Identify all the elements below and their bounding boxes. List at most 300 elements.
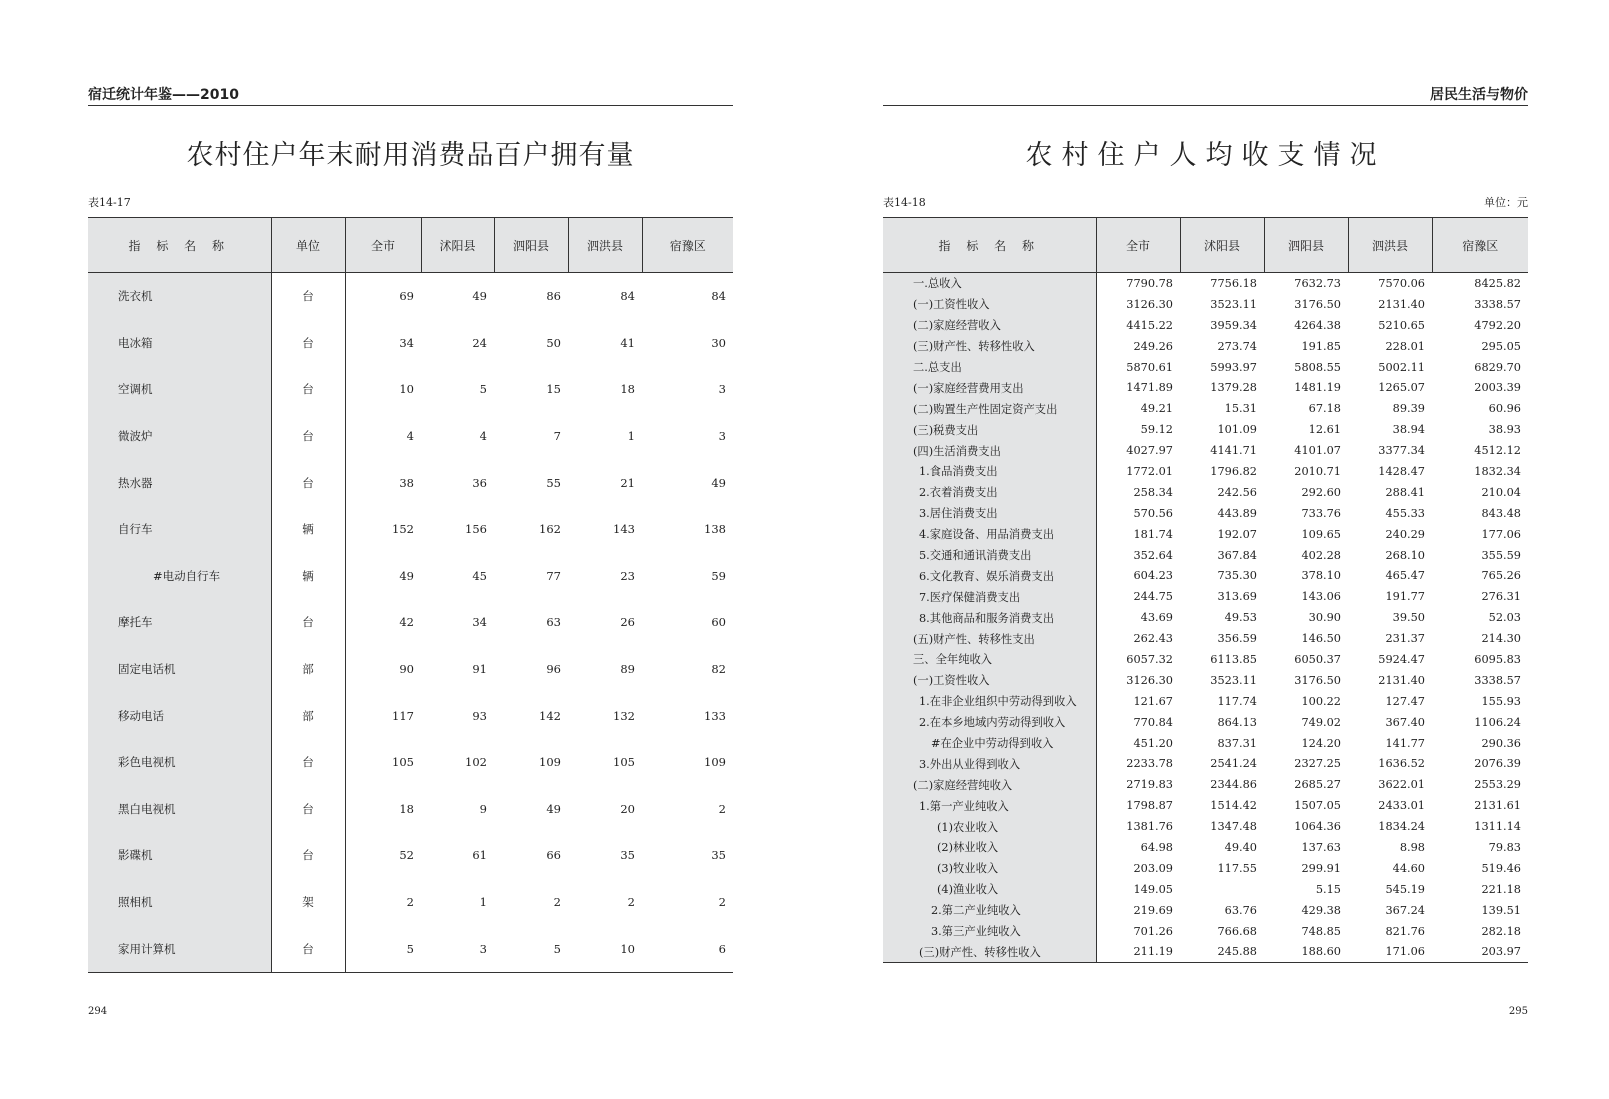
value-cell: 12.61 bbox=[1308, 423, 1341, 437]
value-cell: 66 bbox=[546, 848, 561, 863]
value-cell: 765.26 bbox=[1481, 569, 1521, 583]
value-cell: 5 bbox=[479, 382, 487, 397]
value-cell: 1798.87 bbox=[1096, 795, 1180, 816]
row-label: 洗衣机 bbox=[88, 273, 271, 320]
value-cell: 101.09 bbox=[1217, 423, 1257, 437]
value-cell: 152 bbox=[345, 506, 421, 553]
value-cell: 221.18 bbox=[1481, 882, 1521, 896]
value-cell: 84 bbox=[711, 289, 726, 304]
value-cell: 7 bbox=[553, 429, 561, 444]
table-row bbox=[883, 294, 1528, 315]
table-row bbox=[883, 795, 1528, 816]
value-cell: 733.76 bbox=[1301, 506, 1341, 520]
value-cell: 402.28 bbox=[1301, 548, 1341, 562]
running-head bbox=[883, 84, 1528, 106]
value-cell: 109 bbox=[704, 755, 726, 770]
table-row bbox=[883, 273, 1528, 294]
value-cell: 49 bbox=[345, 553, 421, 600]
value-cell: 139.51 bbox=[1481, 903, 1521, 917]
value-cell: 35 bbox=[711, 848, 726, 863]
value-cell: 288.41 bbox=[1385, 485, 1425, 499]
column-header: 泗阳县 bbox=[1264, 218, 1348, 273]
value-cell: 3 bbox=[718, 382, 726, 397]
value-cell: 4141.71 bbox=[1210, 444, 1257, 458]
table-row bbox=[883, 503, 1528, 524]
value-cell: 141.77 bbox=[1385, 736, 1425, 750]
value-cell: 5002.11 bbox=[1378, 360, 1425, 374]
value-cell: 355.59 bbox=[1481, 548, 1521, 562]
value-cell: 2344.86 bbox=[1210, 778, 1257, 792]
running-head bbox=[88, 84, 733, 106]
value-cell: 109 bbox=[539, 755, 561, 770]
value-cell: 211.19 bbox=[1096, 942, 1180, 963]
unit-cell: 台 bbox=[271, 925, 345, 972]
row-label: (一)工资性收入 bbox=[883, 294, 1096, 315]
value-cell: 273.74 bbox=[1217, 339, 1257, 353]
value-cell: 1832.34 bbox=[1474, 464, 1521, 478]
value-cell: 1834.24 bbox=[1378, 820, 1425, 834]
value-cell: 5808.55 bbox=[1294, 360, 1341, 374]
row-label: (一)家庭经营费用支出 bbox=[883, 377, 1096, 398]
value-cell: 219.69 bbox=[1096, 900, 1180, 921]
value-cell: 6113.85 bbox=[1210, 652, 1257, 666]
value-cell: 93 bbox=[472, 708, 487, 723]
value-cell: 188.60 bbox=[1301, 945, 1341, 959]
row-label: 3.第三产业纯收入 bbox=[883, 921, 1096, 942]
value-cell: 34 bbox=[472, 615, 487, 630]
value-cell: 2 bbox=[553, 895, 561, 910]
row-label: (3)牧业收入 bbox=[883, 858, 1096, 879]
row-label: 2.在本乡地域内劳动得到收入 bbox=[883, 712, 1096, 733]
value-cell bbox=[1180, 879, 1264, 900]
row-label: #电动自行车 bbox=[88, 553, 271, 600]
value-cell: 21 bbox=[620, 475, 635, 490]
value-cell: 102 bbox=[465, 755, 487, 770]
running-head-text: 宿迁统计年鉴——2010 bbox=[88, 87, 239, 103]
value-cell: 30 bbox=[711, 335, 726, 350]
row-label: 7.医疗保健消费支出 bbox=[883, 586, 1096, 607]
value-cell: 821.76 bbox=[1385, 924, 1425, 938]
unit-cell: 台 bbox=[271, 413, 345, 460]
row-label: 三、全年纯收入 bbox=[883, 649, 1096, 670]
value-cell: 268.10 bbox=[1385, 548, 1425, 562]
value-cell: 2553.29 bbox=[1474, 778, 1521, 792]
value-cell: 143.06 bbox=[1301, 590, 1341, 604]
table-row bbox=[88, 599, 733, 646]
row-label: 4.家庭设备、用品消费支出 bbox=[883, 524, 1096, 545]
page-number: 294 bbox=[88, 1006, 108, 1017]
value-cell: 4 bbox=[479, 429, 487, 444]
value-cell: 1636.52 bbox=[1378, 757, 1425, 771]
value-cell: 1379.28 bbox=[1210, 381, 1257, 395]
value-cell: 299.91 bbox=[1301, 861, 1341, 875]
table-row bbox=[88, 413, 733, 460]
value-cell: 4415.22 bbox=[1096, 315, 1180, 336]
value-cell: 6829.70 bbox=[1474, 360, 1521, 374]
value-cell: 290.36 bbox=[1481, 736, 1521, 750]
table-row bbox=[883, 398, 1528, 419]
row-label: 摩托车 bbox=[88, 599, 271, 646]
value-cell: 49.21 bbox=[1096, 398, 1180, 419]
value-cell: 10 bbox=[345, 366, 421, 413]
table-row bbox=[883, 628, 1528, 649]
row-label: 黑白电视机 bbox=[88, 786, 271, 833]
value-cell: 44.60 bbox=[1392, 861, 1425, 875]
value-cell: 89 bbox=[620, 662, 635, 677]
table-row bbox=[88, 692, 733, 739]
value-cell: 7790.78 bbox=[1096, 273, 1180, 294]
value-cell: 244.75 bbox=[1096, 586, 1180, 607]
row-label: (4)渔业收入 bbox=[883, 879, 1096, 900]
value-cell: 7632.73 bbox=[1294, 276, 1341, 290]
value-cell: 2327.25 bbox=[1294, 757, 1341, 771]
value-cell: 356.59 bbox=[1217, 632, 1257, 646]
value-cell: 203.09 bbox=[1096, 858, 1180, 879]
value-cell: 24 bbox=[472, 335, 487, 350]
row-label: 2.第二产业纯收入 bbox=[883, 900, 1096, 921]
unit-cell: 部 bbox=[271, 646, 345, 693]
value-cell: 55 bbox=[546, 475, 561, 490]
value-cell: 1265.07 bbox=[1378, 381, 1425, 395]
value-cell: 1347.48 bbox=[1210, 820, 1257, 834]
row-label: 5.交通和通讯消费支出 bbox=[883, 545, 1096, 566]
table-row bbox=[88, 879, 733, 926]
value-cell: 42 bbox=[345, 599, 421, 646]
value-cell: 3622.01 bbox=[1378, 778, 1425, 792]
table-row bbox=[883, 461, 1528, 482]
value-cell: 367.24 bbox=[1385, 903, 1425, 917]
value-cell: 149.05 bbox=[1096, 879, 1180, 900]
table-row bbox=[883, 900, 1528, 921]
value-cell: 124.20 bbox=[1301, 736, 1341, 750]
value-cell: 38.93 bbox=[1488, 423, 1521, 437]
row-label: (三)财产性、转移性收入 bbox=[883, 336, 1096, 357]
value-cell: 864.13 bbox=[1217, 715, 1257, 729]
row-label: 1.在非企业组织中劳动得到收入 bbox=[883, 691, 1096, 712]
column-header: 宿豫区 bbox=[642, 218, 733, 273]
value-cell: 3523.11 bbox=[1210, 673, 1257, 687]
table-row bbox=[883, 524, 1528, 545]
value-cell: 50 bbox=[546, 335, 561, 350]
column-header: 全市 bbox=[1096, 218, 1180, 273]
value-cell: 41 bbox=[620, 335, 635, 350]
value-cell: 69 bbox=[345, 273, 421, 320]
table-row bbox=[883, 482, 1528, 503]
value-cell: 465.47 bbox=[1385, 569, 1425, 583]
table-row bbox=[883, 837, 1528, 858]
value-cell: 60.96 bbox=[1488, 402, 1521, 416]
value-cell: 2 bbox=[718, 895, 726, 910]
table-row bbox=[883, 733, 1528, 754]
unit-cell: 台 bbox=[271, 832, 345, 879]
value-cell: 3377.34 bbox=[1378, 444, 1425, 458]
row-label: 8.其他商品和服务消费支出 bbox=[883, 607, 1096, 628]
column-header: 宿豫区 bbox=[1432, 218, 1528, 273]
table-row bbox=[88, 273, 733, 320]
value-cell: 282.18 bbox=[1481, 924, 1521, 938]
table-row bbox=[88, 506, 733, 553]
value-cell: 2719.83 bbox=[1096, 774, 1180, 795]
unit-cell: 台 bbox=[271, 599, 345, 646]
table-row bbox=[883, 753, 1528, 774]
value-cell: 367.84 bbox=[1217, 548, 1257, 562]
value-cell: 171.06 bbox=[1385, 945, 1425, 959]
value-cell: 451.20 bbox=[1096, 733, 1180, 754]
value-cell: 26 bbox=[620, 615, 635, 630]
value-cell: 64.98 bbox=[1096, 837, 1180, 858]
unit-cell: 台 bbox=[271, 273, 345, 320]
row-label: (三)财产性、转移性收入 bbox=[883, 942, 1096, 963]
unit-cell: 台 bbox=[271, 786, 345, 833]
value-cell: 7756.18 bbox=[1210, 276, 1257, 290]
value-cell: 1 bbox=[479, 895, 487, 910]
value-cell: 49 bbox=[711, 475, 726, 490]
value-cell: 7570.06 bbox=[1378, 276, 1425, 290]
value-cell: 245.88 bbox=[1217, 945, 1257, 959]
value-cell: 2131.40 bbox=[1378, 673, 1425, 687]
row-label: 1.第一产业纯收入 bbox=[883, 795, 1096, 816]
unit-note: 单位：元 bbox=[1484, 196, 1528, 209]
value-cell: 228.01 bbox=[1385, 339, 1425, 353]
row-label: 微波炉 bbox=[88, 413, 271, 460]
table-row bbox=[883, 712, 1528, 733]
value-cell: 9 bbox=[479, 801, 487, 816]
value-cell: 18 bbox=[345, 786, 421, 833]
value-cell: 2 bbox=[345, 879, 421, 926]
table-row bbox=[88, 553, 733, 600]
value-cell: 3176.50 bbox=[1294, 673, 1341, 687]
value-cell: 292.60 bbox=[1301, 485, 1341, 499]
value-cell: 6050.37 bbox=[1294, 652, 1341, 666]
value-cell: 35 bbox=[620, 848, 635, 863]
row-label: 1.食品消费支出 bbox=[883, 461, 1096, 482]
value-cell: 117.74 bbox=[1217, 694, 1257, 708]
value-cell: 766.68 bbox=[1217, 924, 1257, 938]
value-cell: 210.04 bbox=[1481, 485, 1521, 499]
value-cell: 105 bbox=[345, 739, 421, 786]
value-cell: 249.26 bbox=[1096, 336, 1180, 357]
value-cell: 5924.47 bbox=[1378, 652, 1425, 666]
value-cell: 214.30 bbox=[1481, 632, 1521, 646]
table-row bbox=[88, 320, 733, 367]
value-cell: 429.38 bbox=[1301, 903, 1341, 917]
value-cell: 49.53 bbox=[1224, 611, 1257, 625]
value-cell: 18 bbox=[620, 382, 635, 397]
value-cell: 2010.71 bbox=[1294, 464, 1341, 478]
value-cell: 5 bbox=[345, 925, 421, 972]
value-cell: 735.30 bbox=[1217, 569, 1257, 583]
table-row bbox=[883, 858, 1528, 879]
table-row bbox=[883, 607, 1528, 628]
value-cell: 4264.38 bbox=[1294, 318, 1341, 332]
value-cell: 1481.19 bbox=[1294, 381, 1341, 395]
value-cell: 313.69 bbox=[1217, 590, 1257, 604]
value-cell: 10 bbox=[620, 941, 635, 956]
row-label: 自行车 bbox=[88, 506, 271, 553]
value-cell: 49.40 bbox=[1224, 840, 1257, 854]
table-number: 表14-18 bbox=[883, 196, 926, 209]
row-label: (二)购置生产性固定资产支出 bbox=[883, 398, 1096, 419]
value-cell: 4512.12 bbox=[1474, 444, 1521, 458]
table-row bbox=[88, 925, 733, 972]
value-cell: 2076.39 bbox=[1474, 757, 1521, 771]
unit-cell: 架 bbox=[271, 879, 345, 926]
value-cell: 146.50 bbox=[1301, 632, 1341, 646]
value-cell: 6057.32 bbox=[1096, 649, 1180, 670]
value-cell: 1428.47 bbox=[1378, 464, 1425, 478]
value-cell: 4 bbox=[345, 413, 421, 460]
row-label: 影碟机 bbox=[88, 832, 271, 879]
column-header: 指 标 名 称 bbox=[88, 218, 271, 273]
value-cell: 231.37 bbox=[1385, 632, 1425, 646]
row-label: (二)家庭经营纯收入 bbox=[883, 774, 1096, 795]
value-cell: 770.84 bbox=[1096, 712, 1180, 733]
income-expenditure-table bbox=[883, 217, 1528, 963]
durable-goods-table bbox=[88, 217, 733, 973]
value-cell: 4101.07 bbox=[1294, 444, 1341, 458]
table-row bbox=[883, 336, 1528, 357]
column-header: 泗阳县 bbox=[494, 218, 568, 273]
row-label: #在企业中劳动得到收入 bbox=[883, 733, 1096, 754]
value-cell: 604.23 bbox=[1096, 565, 1180, 586]
value-cell: 2 bbox=[627, 895, 635, 910]
value-cell: 191.77 bbox=[1385, 590, 1425, 604]
value-cell: 837.31 bbox=[1217, 736, 1257, 750]
table-row bbox=[883, 586, 1528, 607]
column-header: 指 标 名 称 bbox=[883, 218, 1096, 273]
value-cell: 701.26 bbox=[1096, 921, 1180, 942]
column-header: 单位 bbox=[271, 218, 345, 273]
value-cell: 4792.20 bbox=[1474, 318, 1521, 332]
table-row bbox=[883, 670, 1528, 691]
value-cell: 127.47 bbox=[1385, 694, 1425, 708]
row-label: (三)税费支出 bbox=[883, 419, 1096, 440]
value-cell: 3176.50 bbox=[1294, 297, 1341, 311]
value-cell: 1796.82 bbox=[1210, 464, 1257, 478]
value-cell: 8.98 bbox=[1399, 840, 1425, 854]
table-row bbox=[88, 832, 733, 879]
value-cell: 15.31 bbox=[1224, 402, 1257, 416]
unit-cell: 辆 bbox=[271, 553, 345, 600]
value-cell: 30.90 bbox=[1308, 611, 1341, 625]
value-cell: 137.63 bbox=[1301, 840, 1341, 854]
value-cell: 295.05 bbox=[1481, 339, 1521, 353]
value-cell: 59.12 bbox=[1096, 419, 1180, 440]
value-cell: 3338.57 bbox=[1474, 673, 1521, 687]
value-cell: 748.85 bbox=[1301, 924, 1341, 938]
value-cell: 156 bbox=[465, 522, 487, 537]
value-cell: 191.85 bbox=[1301, 339, 1341, 353]
value-cell: 6095.83 bbox=[1474, 652, 1521, 666]
value-cell: 100.22 bbox=[1301, 694, 1341, 708]
row-label: 家用计算机 bbox=[88, 925, 271, 972]
row-label: (一)工资性收入 bbox=[883, 670, 1096, 691]
value-cell: 84 bbox=[620, 289, 635, 304]
value-cell: 8425.82 bbox=[1474, 276, 1521, 290]
unit-cell: 台 bbox=[271, 459, 345, 506]
value-cell: 138 bbox=[704, 522, 726, 537]
value-cell: 90 bbox=[345, 646, 421, 693]
row-label: (1)农业收入 bbox=[883, 816, 1096, 837]
value-cell: 38 bbox=[345, 459, 421, 506]
value-cell: 3 bbox=[718, 429, 726, 444]
value-cell: 67.18 bbox=[1308, 402, 1341, 416]
table-row bbox=[883, 691, 1528, 712]
table-row bbox=[883, 921, 1528, 942]
page-title: 农村住户人均收支情况 bbox=[1025, 140, 1386, 171]
table-row bbox=[883, 816, 1528, 837]
value-cell: 34 bbox=[345, 320, 421, 367]
value-cell: 121.67 bbox=[1096, 691, 1180, 712]
row-label: 彩色电视机 bbox=[88, 739, 271, 786]
row-label: (2)林业收入 bbox=[883, 837, 1096, 858]
value-cell: 132 bbox=[613, 708, 635, 723]
value-cell: 52 bbox=[345, 832, 421, 879]
value-cell: 749.02 bbox=[1301, 715, 1341, 729]
value-cell: 86 bbox=[546, 289, 561, 304]
value-cell: 105 bbox=[613, 755, 635, 770]
row-label: 照相机 bbox=[88, 879, 271, 926]
value-cell: 1772.01 bbox=[1096, 461, 1180, 482]
value-cell: 5993.97 bbox=[1210, 360, 1257, 374]
value-cell: 60 bbox=[711, 615, 726, 630]
row-label: 3.外出从业得到收入 bbox=[883, 753, 1096, 774]
value-cell: 23 bbox=[620, 568, 635, 583]
value-cell: 3126.30 bbox=[1096, 670, 1180, 691]
value-cell: 63.76 bbox=[1224, 903, 1257, 917]
value-cell: 162 bbox=[539, 522, 561, 537]
value-cell: 15 bbox=[546, 382, 561, 397]
value-cell: 570.56 bbox=[1096, 503, 1180, 524]
value-cell: 545.19 bbox=[1385, 882, 1425, 896]
row-label: 一.总收入 bbox=[883, 273, 1096, 294]
value-cell: 1064.36 bbox=[1294, 820, 1341, 834]
table-row bbox=[88, 646, 733, 693]
unit-cell: 台 bbox=[271, 320, 345, 367]
column-header: 全市 bbox=[345, 218, 421, 273]
value-cell: 455.33 bbox=[1385, 506, 1425, 520]
value-cell: 378.10 bbox=[1301, 569, 1341, 583]
value-cell: 519.46 bbox=[1481, 861, 1521, 875]
value-cell: 1311.14 bbox=[1474, 820, 1521, 834]
page-number: 295 bbox=[1508, 1006, 1528, 1017]
table-row bbox=[883, 440, 1528, 461]
unit-cell: 台 bbox=[271, 739, 345, 786]
value-cell: 6 bbox=[718, 941, 726, 956]
row-label: 3.居住消费支出 bbox=[883, 503, 1096, 524]
value-cell: 38.94 bbox=[1392, 423, 1425, 437]
row-label: 热水器 bbox=[88, 459, 271, 506]
value-cell: 352.64 bbox=[1096, 545, 1180, 566]
value-cell: 367.40 bbox=[1385, 715, 1425, 729]
value-cell: 117 bbox=[345, 692, 421, 739]
value-cell: 3959.34 bbox=[1210, 318, 1257, 332]
value-cell: 133 bbox=[704, 708, 726, 723]
value-cell: 276.31 bbox=[1481, 590, 1521, 604]
table-row bbox=[883, 649, 1528, 670]
value-cell: 3523.11 bbox=[1210, 297, 1257, 311]
value-cell: 2131.40 bbox=[1378, 297, 1425, 311]
value-cell: 82 bbox=[711, 662, 726, 677]
value-cell: 1381.76 bbox=[1096, 816, 1180, 837]
table-header-row bbox=[88, 218, 733, 273]
table-number: 表14-17 bbox=[88, 196, 131, 209]
value-cell: 5 bbox=[553, 941, 561, 956]
row-label: 电冰箱 bbox=[88, 320, 271, 367]
value-cell: 2 bbox=[718, 801, 726, 816]
value-cell: 20 bbox=[620, 801, 635, 816]
value-cell: 5.15 bbox=[1315, 882, 1341, 896]
